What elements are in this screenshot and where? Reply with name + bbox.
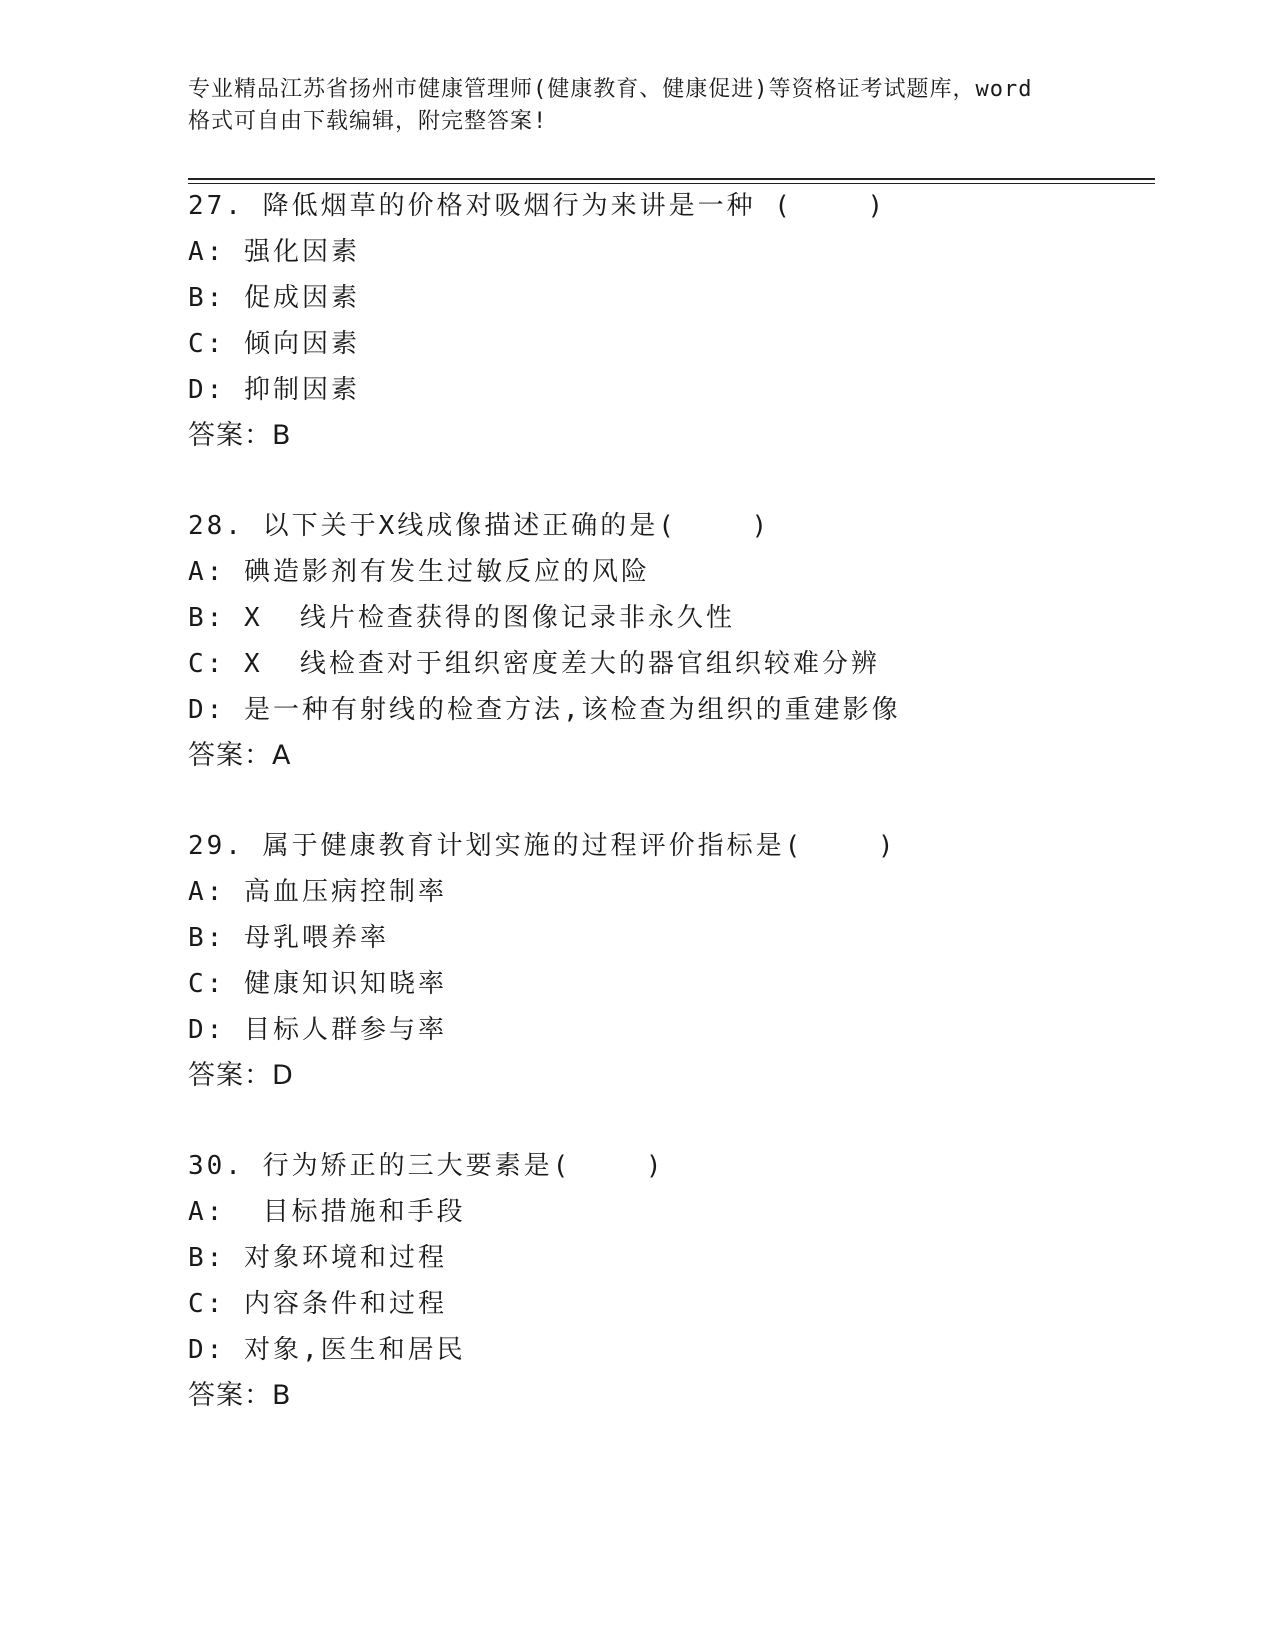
question-stem: 29. 属于健康教育计划实施的过程评价指标是( ) bbox=[188, 831, 897, 861]
option-d: D: 目标人群参与率 bbox=[188, 1015, 447, 1045]
question-27 bbox=[188, 183, 1168, 459]
question-29 bbox=[188, 823, 1168, 1099]
option-c: C: 内容条件和过程 bbox=[188, 1289, 447, 1319]
option-d: D: 是一种有射线的检查方法,该检查为组织的重建影像 bbox=[188, 695, 901, 725]
document-header bbox=[188, 74, 1088, 138]
header-line-2: 格式可自由下载编辑，附完整答案! bbox=[188, 109, 548, 134]
option-c: C: 倾向因素 bbox=[188, 329, 360, 359]
option-b: B: 母乳喂养率 bbox=[188, 923, 389, 953]
question-28 bbox=[188, 503, 1168, 779]
option-c: C: 健康知识知晓率 bbox=[188, 969, 447, 999]
option-b: B: 促成因素 bbox=[188, 283, 360, 313]
question-stem: 27. 降低烟草的价格对吸烟行为来讲是一种 ( ) bbox=[188, 191, 887, 221]
header-line-1: 专业精品江苏省扬州市健康管理师(健康教育、健康促进)等资格证考试题库，word bbox=[188, 77, 1033, 102]
option-c: C: X 线检查对于组织密度差大的器官组织较难分辨 bbox=[188, 649, 880, 679]
answer-line: 答案：B bbox=[188, 420, 292, 451]
option-b: B: X 线片检查获得的图像记录非永久性 bbox=[188, 603, 735, 633]
question-stem: 30. 行为矫正的三大要素是( ) bbox=[188, 1151, 665, 1181]
question-30 bbox=[188, 1143, 1168, 1419]
question-stem: 28. 以下关于X线成像描述正确的是( ) bbox=[188, 511, 771, 541]
answer-line: 答案：D bbox=[188, 1060, 294, 1091]
answer-line: 答案：B bbox=[188, 1380, 292, 1411]
answer-line: 答案：A bbox=[188, 740, 292, 771]
option-a: A: 目标措施和手段 bbox=[188, 1197, 466, 1227]
option-a: A: 强化因素 bbox=[188, 237, 360, 267]
option-d: D: 对象,医生和居民 bbox=[188, 1335, 466, 1365]
option-b: B: 对象环境和过程 bbox=[188, 1243, 447, 1273]
header-divider-thick bbox=[188, 178, 1155, 180]
option-a: A: 碘造影剂有发生过敏反应的风险 bbox=[188, 557, 650, 587]
option-a: A: 高血压病控制率 bbox=[188, 877, 447, 907]
option-d: D: 抑制因素 bbox=[188, 375, 360, 405]
